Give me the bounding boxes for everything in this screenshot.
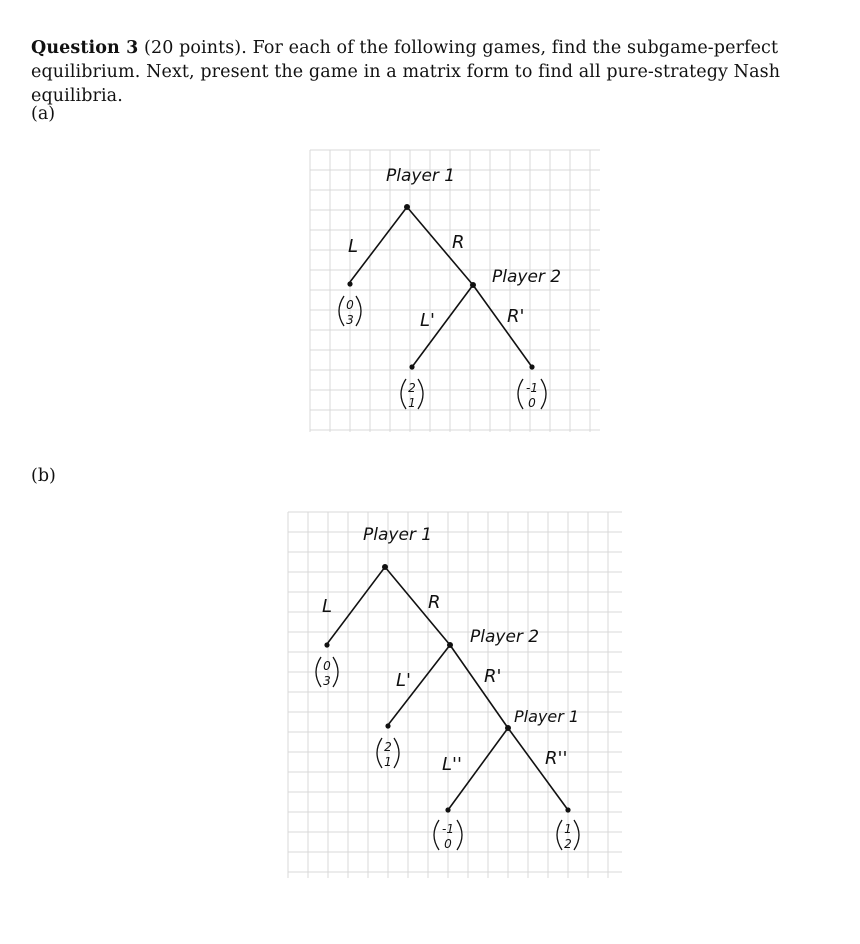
game-a-terminal-1 bbox=[347, 281, 352, 286]
game-b-payoff-3-p1: -1 bbox=[442, 822, 454, 836]
game-b-payoff-1-p2: 3 bbox=[323, 674, 331, 688]
game-a-payoff-1-p2: 3 bbox=[346, 313, 354, 327]
game-b-node-p1-second bbox=[505, 725, 511, 731]
game-b-payoff-2-p2: 1 bbox=[384, 755, 392, 769]
game-a-payoff-1 bbox=[339, 296, 361, 327]
game-b-payoff-1-p1: 0 bbox=[323, 659, 331, 673]
question-points: (20 points). bbox=[144, 38, 247, 58]
game-b-move-Rpp: R'' bbox=[545, 748, 568, 769]
part-b-label: (b) bbox=[31, 466, 56, 486]
game-b-terminal-3 bbox=[445, 807, 450, 812]
game-b-payoff-2-p1: 2 bbox=[384, 740, 392, 754]
game-a-node-root bbox=[404, 204, 410, 210]
game-b-node-p2 bbox=[447, 642, 453, 648]
game-a-move-Rp: R' bbox=[507, 306, 525, 327]
game-a-payoff-2 bbox=[401, 379, 423, 410]
game-a-payoff-3-p2: 0 bbox=[528, 396, 536, 410]
game-a-move-L: L bbox=[348, 236, 359, 257]
game-b-payoff-4 bbox=[557, 820, 579, 851]
part-a-label: (a) bbox=[31, 104, 56, 124]
game-b-terminal-4 bbox=[565, 807, 570, 812]
game-b-move-R: R bbox=[428, 592, 441, 613]
game-b-payoff-3 bbox=[434, 820, 462, 851]
game-a-terminal-2 bbox=[409, 364, 414, 369]
game-a-move-R: R bbox=[452, 232, 465, 253]
game-b-move-Lp: L' bbox=[396, 670, 411, 691]
game-a-payoff-2-p1: 2 bbox=[408, 381, 416, 395]
game-b-player1-second-label: Player 1 bbox=[514, 707, 580, 726]
graph-paper-grid-b bbox=[288, 512, 622, 878]
game-b-move-Rp: R' bbox=[484, 666, 502, 687]
game-a-payoff-3-p1: -1 bbox=[526, 381, 538, 395]
game-a-edge-L bbox=[350, 207, 407, 282]
game-a-node-p2 bbox=[470, 282, 476, 288]
game-b-payoff-4-p2: 2 bbox=[564, 837, 572, 851]
game-b-player1-label: Player 1 bbox=[363, 525, 433, 545]
game-b-node-root bbox=[382, 564, 388, 570]
game-b-payoff-3-p2: 0 bbox=[444, 837, 452, 851]
game-b-move-Lpp: L'' bbox=[442, 754, 462, 775]
game-b-terminal-2 bbox=[385, 723, 390, 728]
graph-paper-grid-a bbox=[310, 150, 600, 432]
game-a-move-Lp: L' bbox=[420, 310, 435, 331]
game-a-payoff-2-p2: 1 bbox=[408, 396, 416, 410]
game-b-move-L: L bbox=[322, 596, 333, 617]
game-a-payoff-1-p1: 0 bbox=[346, 298, 354, 312]
question-body: For each of the following games, find the subgame-perfect equilibrium. Next, present the game in a matrix form to find all pure-strategy Nash equilibria. bbox=[31, 38, 781, 106]
game-a-terminal-3 bbox=[529, 364, 534, 369]
game-a-player1-label: Player 1 bbox=[386, 166, 456, 186]
game-b-edge-Rpp bbox=[508, 728, 568, 810]
game-b-terminal-1 bbox=[324, 642, 329, 647]
game-a-payoff-3 bbox=[518, 379, 546, 410]
question-number: Question 3 bbox=[31, 38, 139, 58]
game-b-payoff-2 bbox=[377, 738, 399, 769]
game-b-player2-label: Player 2 bbox=[470, 627, 540, 647]
game-a-player2-label: Player 2 bbox=[492, 267, 562, 287]
game-b-payoff-4-p1: 1 bbox=[564, 822, 572, 836]
